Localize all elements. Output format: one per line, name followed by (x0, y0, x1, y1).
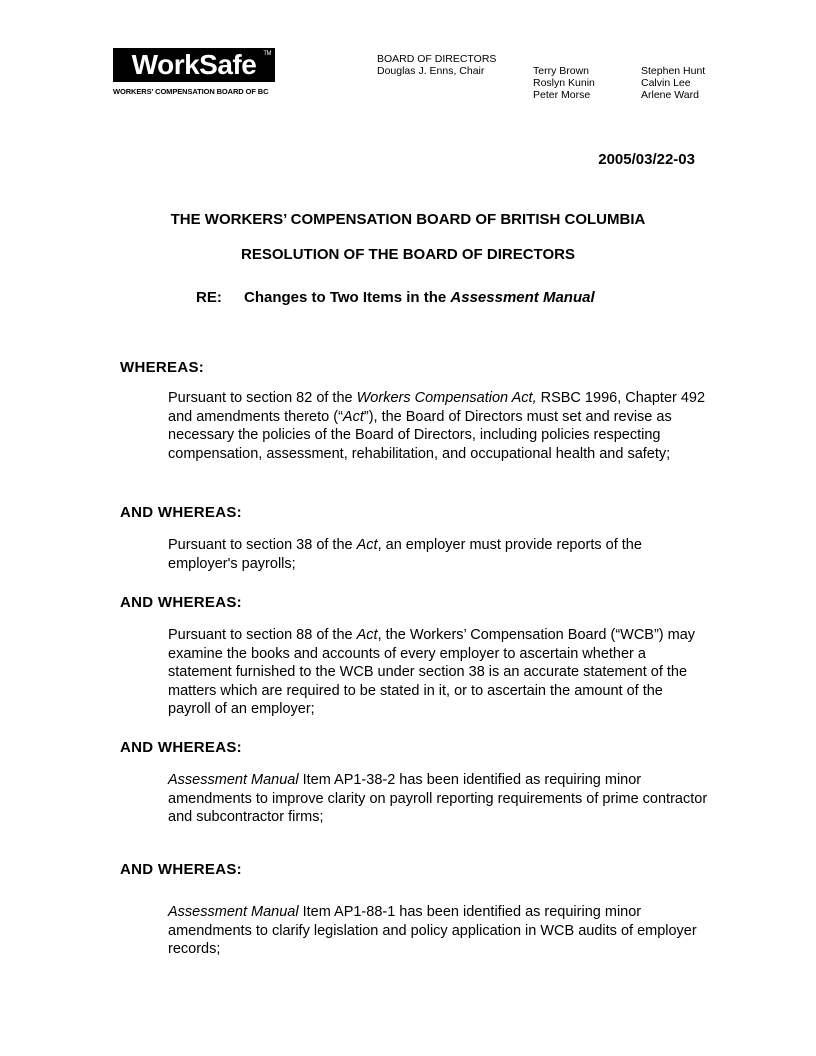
logo-subtitle: WORKERS' COMPENSATION BOARD OF BC (113, 87, 269, 96)
text-run: RSBC 1996, Chapter 492 and amendments thereto (“ (168, 390, 706, 425)
clause-heading: AND WHEREAS: (120, 739, 242, 756)
clause-paragraph (168, 389, 708, 463)
clause-heading: AND WHEREAS: (120, 504, 242, 521)
text-run: , the Workers’ Compensation Board (“WCB”) may examine the books and accounts of every employer to ascertain whether a statement furnished to the WCB under section 38 is an accurate statement of the matters which are required to be stated in it, or to ascertain the amount of the payroll of an employer; (168, 627, 696, 717)
re-text: Changes to Two Items in the (244, 289, 451, 306)
board-member: Douglas J. Enns, Chair (377, 65, 485, 77)
clause-paragraph (168, 626, 708, 719)
document-subtitle: RESOLUTION OF THE BOARD OF DIRECTORS (241, 246, 575, 263)
text-run: ”), the Board of Directors must set and revise as necessary the policies of the Board of Directors, including policies respecting compensation, assessment, rehabilitation, and occupational health and safety; (168, 408, 672, 462)
italic-run: Assessment Manual (168, 772, 299, 788)
re-italic: Assessment Manual (450, 289, 595, 306)
italic-run: Workers Compensation Act, (356, 390, 537, 406)
text-run: Pursuant to section 82 of the (168, 390, 357, 406)
text-run: Item AP1-88-1 has been identified as requiring minor amendments to clarify legislation and policy application in WCB audits of employer records; (168, 904, 697, 957)
board-member: Terry Brown (533, 65, 590, 77)
board-member: Calvin Lee (641, 77, 691, 89)
board-member: Roslyn Kunin (533, 77, 595, 89)
board-member: Stephen Hunt (641, 65, 706, 77)
board-column-3 (641, 65, 705, 101)
text-run: , an employer must provide reports of the employer's payrolls; (168, 537, 642, 572)
italic-run: Act (356, 627, 378, 643)
clause-heading: WHEREAS: (120, 359, 205, 376)
italic-run: Assessment Manual (168, 904, 299, 920)
worksafe-logo-mark (113, 48, 275, 82)
board-title: BOARD OF DIRECTORS (377, 53, 497, 65)
italic-run: Act (342, 408, 364, 425)
text-run: Pursuant to section 38 of the (168, 537, 357, 553)
logo-trademark: TM (263, 51, 271, 57)
clause-paragraph (168, 903, 708, 959)
board-member: Arlene Ward (641, 89, 699, 101)
text-run: Pursuant to section 88 of the (168, 627, 357, 643)
clause-heading: AND WHEREAS: (120, 861, 242, 878)
worksafe-logo (113, 48, 277, 96)
resolution-number: 2005/03/22-03 (598, 151, 695, 168)
document-title: THE WORKERS’ COMPENSATION BOARD OF BRITISH COLUMBIA (170, 211, 646, 228)
re-label: RE: (196, 289, 222, 306)
text-run: Item AP1-38-2 has been identified as requiring minor amendments to improve clarity on payroll reporting requirements of prime contractor and subcontractor firms; (168, 772, 708, 825)
clause-paragraph (168, 771, 708, 827)
italic-run: Act (356, 537, 378, 553)
logo-name: WorkSafe (131, 49, 257, 80)
board-column-1 (377, 65, 484, 77)
clause-paragraph (168, 536, 708, 573)
clause-heading: AND WHEREAS: (120, 594, 242, 611)
re-line (196, 289, 595, 306)
board-column-2 (533, 65, 595, 101)
board-member: Peter Morse (533, 89, 591, 101)
